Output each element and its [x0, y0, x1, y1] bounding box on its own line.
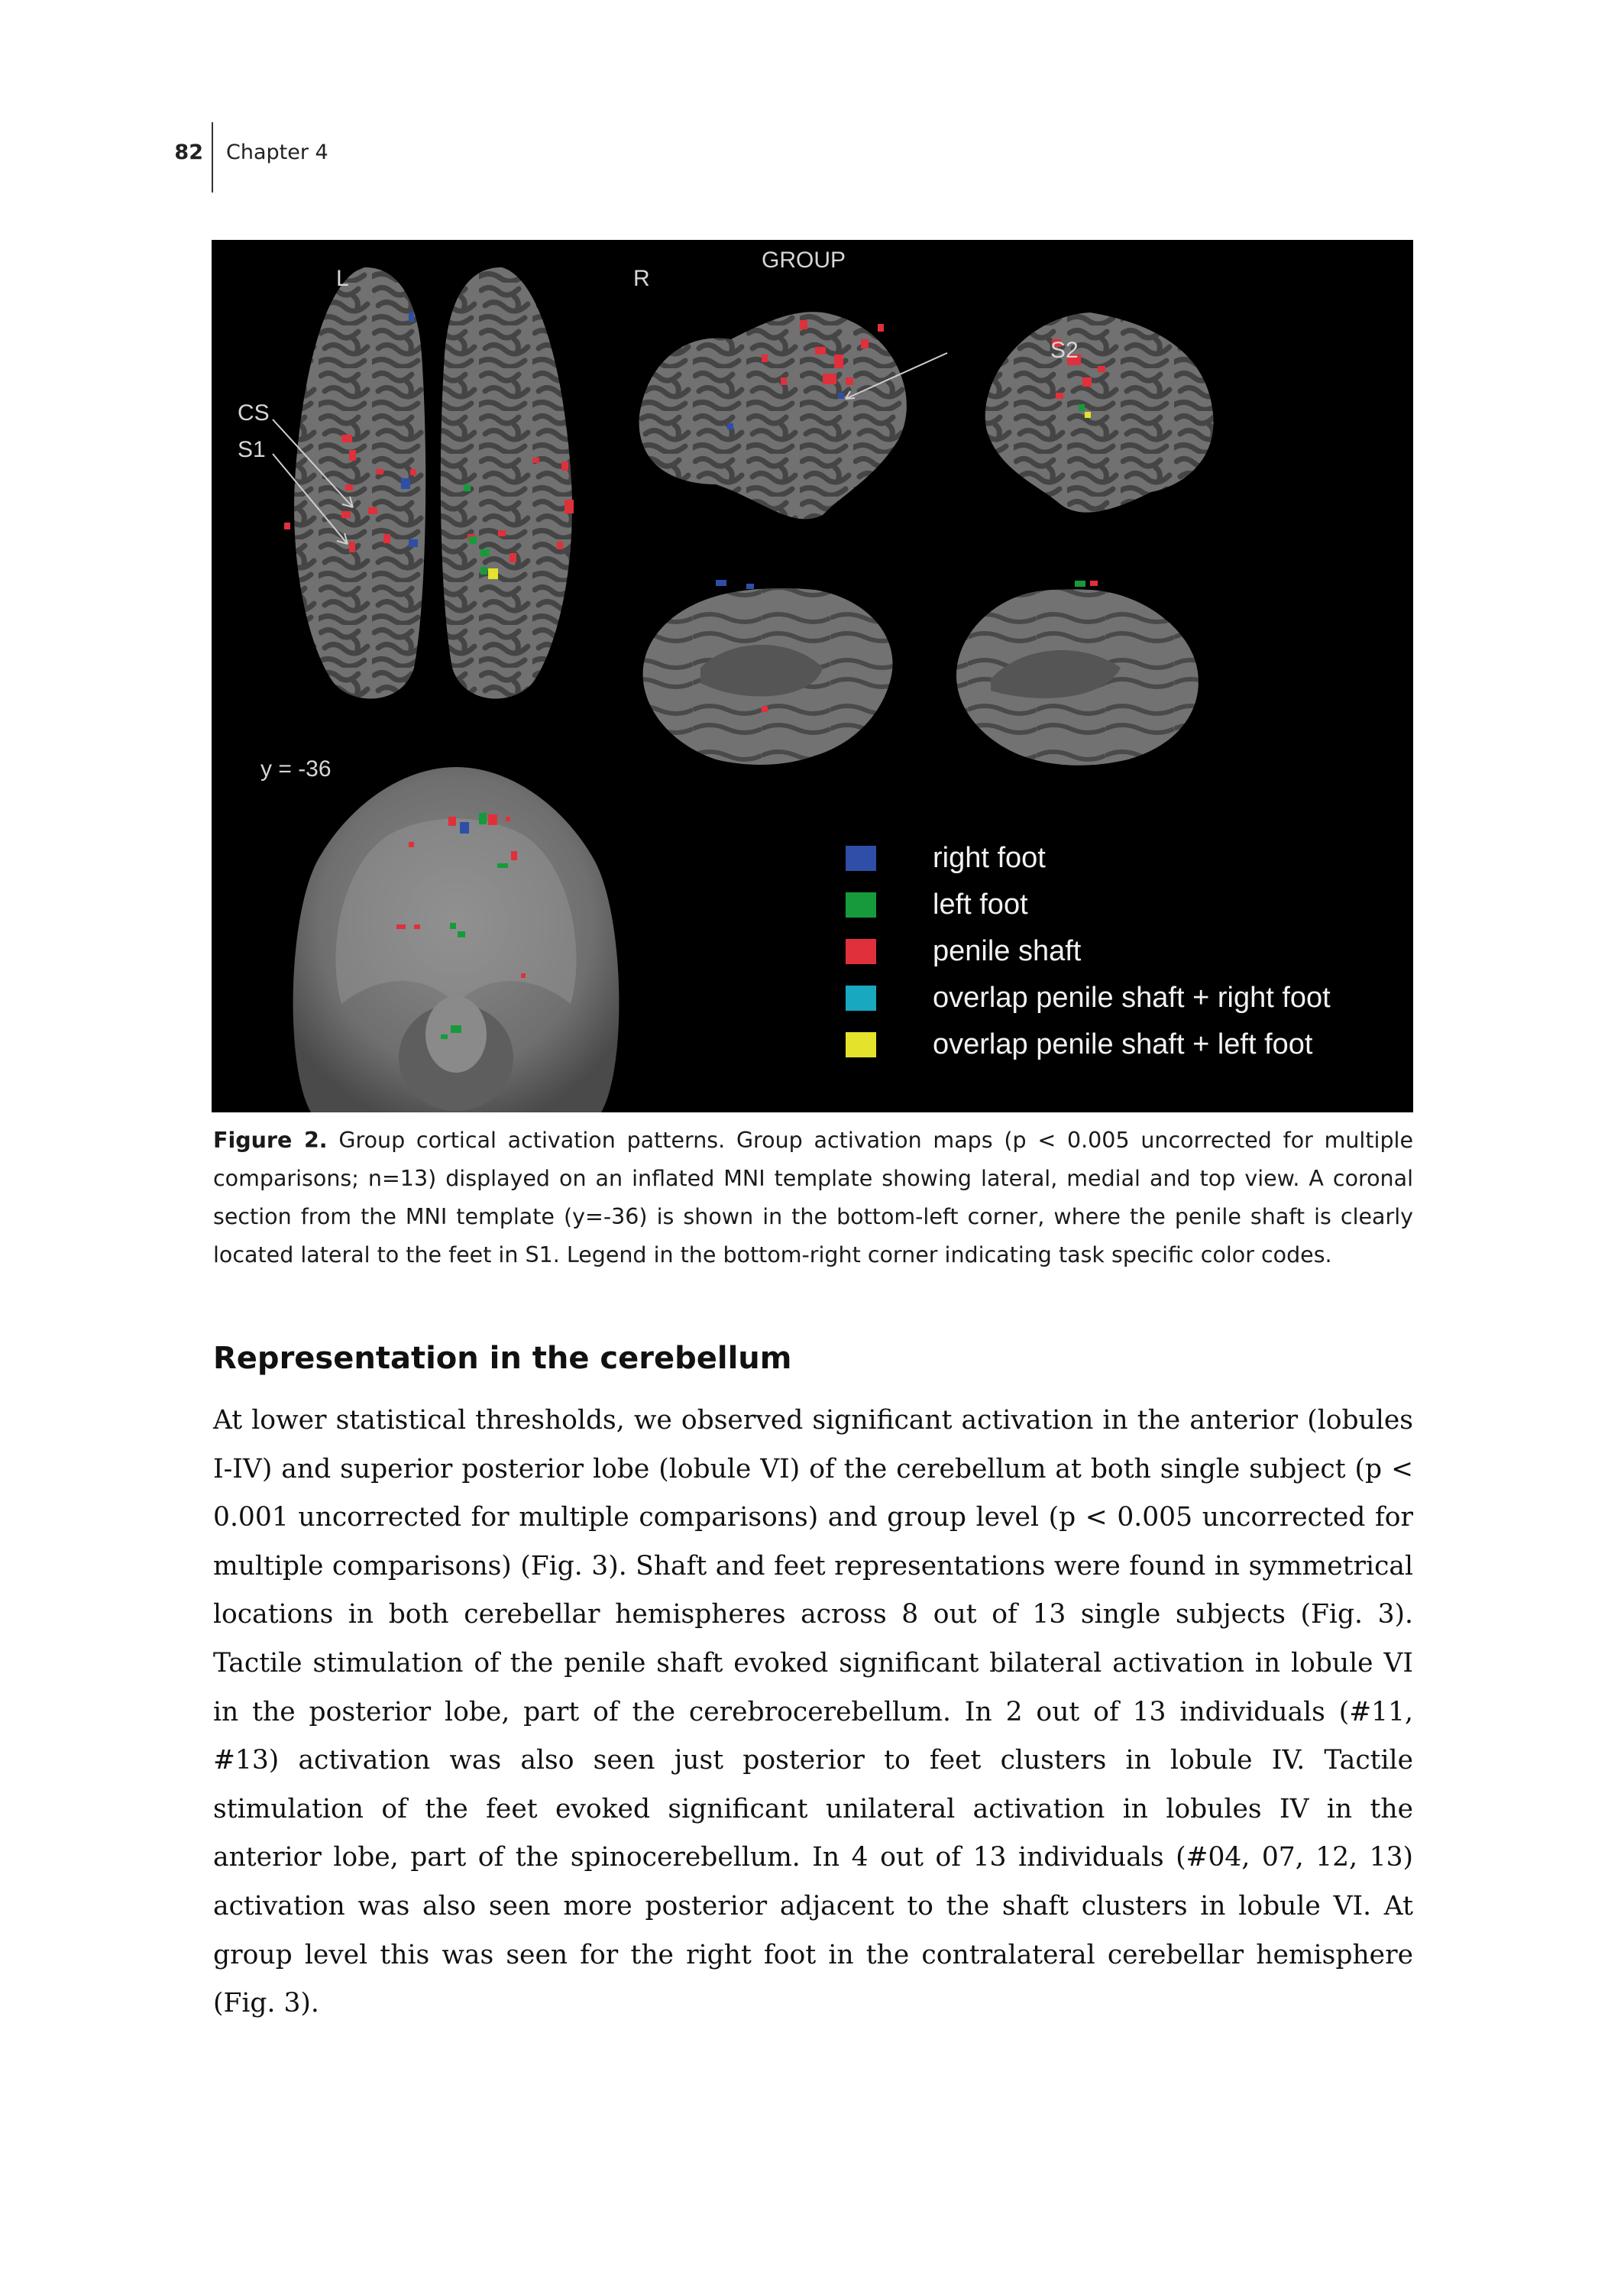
label-right: R: [633, 266, 650, 291]
medial-views: [643, 580, 1199, 766]
figure-2: [212, 240, 1413, 1112]
legend-label: penile shaft: [933, 935, 1082, 967]
label-left: L: [336, 266, 349, 291]
chapter-label: Chapter 4: [226, 141, 328, 164]
legend-label: left foot: [933, 889, 1028, 921]
label-coronal-y: y = -36: [260, 756, 332, 782]
legend-swatch: [846, 939, 876, 964]
legend-swatch: [846, 986, 876, 1011]
legend-item: [846, 835, 1331, 882]
legend-item: [846, 928, 1331, 975]
legend: [846, 835, 1331, 1068]
caption-label: Figure 2.: [213, 1128, 328, 1153]
header-divider: [212, 122, 213, 193]
coronal-slice: [293, 767, 620, 1112]
legend-swatch: [846, 892, 876, 918]
legend-label: overlap penile shaft + left foot: [933, 1028, 1313, 1060]
caption-text: Group cortical activation patterns. Group activation maps (p < 0.005 uncorrected for multiple comparisons; n=13) displayed on an inflated MNI template showing lateral, medial and top view. A coronal section from the MNI template (y=-36) is shown in the bottom-left corner, where the penile shaft is clearly located lateral to the feet in S1. Legend in the bottom-right corner indicating task specific color codes.: [213, 1128, 1413, 1267]
legend-swatch: [846, 846, 876, 871]
section-heading: Representation in the cerebellum: [213, 1341, 792, 1376]
label-cs: CS: [238, 400, 270, 426]
page-number: 82: [174, 141, 203, 164]
legend-label: right foot: [933, 842, 1046, 874]
figure-caption: [213, 1122, 1413, 1274]
legend-item: [846, 882, 1331, 928]
running-header: [0, 122, 1624, 206]
label-s2: S2: [1050, 338, 1079, 363]
lateral-views: [639, 312, 1214, 519]
legend-item: [846, 975, 1331, 1021]
label-group: GROUP: [762, 248, 846, 273]
top-view: [273, 267, 574, 698]
label-s1: S1: [238, 437, 266, 462]
legend-swatch: [846, 1032, 876, 1057]
legend-item: [846, 1021, 1331, 1068]
legend-label: overlap penile shaft + right foot: [933, 982, 1331, 1014]
body-paragraph: At lower statistical thresholds, we observed significant activation in the anterior (lobules I-IV) and superior posterior lobe (lobule VI) of the cerebellum at both single subject (p < 0.001 uncorrected for multiple comparisons) and group level (p < 0.005 uncorrected for multiple comparisons) (Fig. 3). Shaft and feet representations were found in symmetrical locations in both cerebellar hemispheres across 8 out of 13 single subjects (Fig. 3). Tactile stimulation of the penile shaft evoked significant bilateral activation in lobule VI in the posterior lobe, part of the cerebrocerebellum. In 2 out of 13 individuals (#11, #13) activation was also seen just posterior to feet clusters in lobule IV. Tactile stimulation of the feet evoked significant unilateral activation in lobules IV in the anterior lobe, part of the spinocerebellum. In 4 out of 13 individuals (#04, 07, 12, 13) activation was also seen more posterior adjacent to the shaft clusters in lobule VI. At group level this was seen for the right foot in the contralateral cerebellar hemisphere (Fig. 3).: [213, 1405, 1413, 2019]
